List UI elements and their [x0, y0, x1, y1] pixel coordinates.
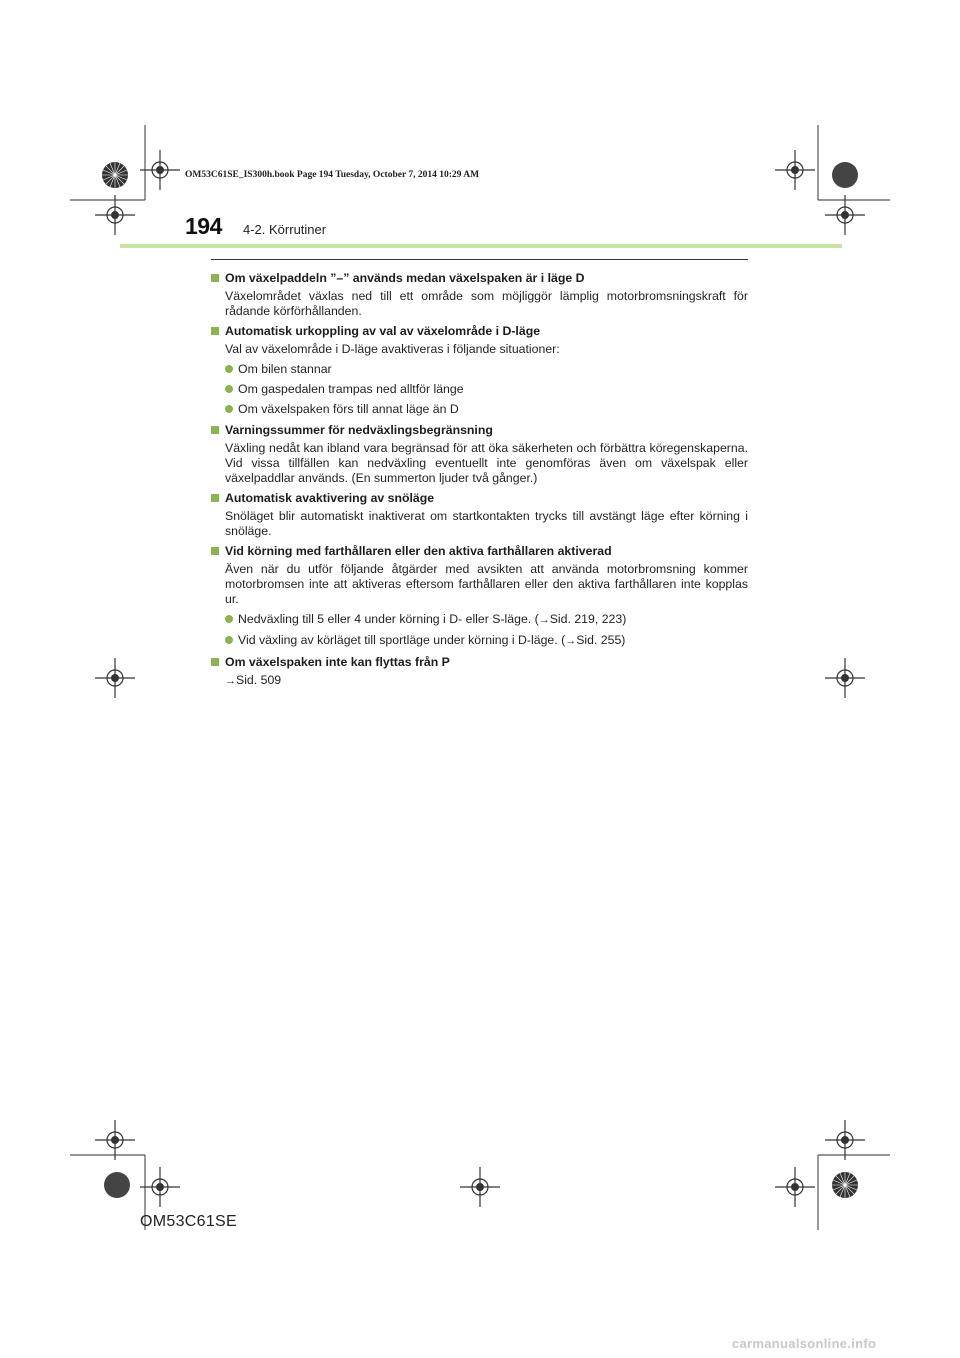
document-code: OM53C61SE	[140, 1213, 237, 1230]
section-heading: Vid körning med farthållaren eller den aktiva farthållaren aktiverad	[211, 542, 748, 560]
section-heading: Automatisk avaktivering av snöläge	[211, 489, 748, 507]
starburst-icon	[100, 160, 130, 190]
page-reference-link[interactable]: Sid. 219, 223)	[549, 612, 627, 626]
header-rule	[120, 244, 842, 248]
section-heading: Om växelspaken inte kan flyttas från P	[211, 653, 748, 671]
section-text: Snöläget blir automatiskt inaktiverat om startkontakten trycks till avstängt läge efter körning i snöläge.	[225, 509, 748, 538]
page-reference-link[interactable]: Sid. 255)	[576, 633, 626, 647]
section-title: 4-2. Körrutiner	[243, 222, 327, 237]
crosshair-icon	[775, 150, 815, 190]
section-text: Val av växelområde i D-läge avaktiveras i följande situationer:	[225, 342, 560, 356]
arrow-icon: →	[225, 675, 236, 687]
crosshair-icon	[95, 195, 135, 235]
crosshair-icon	[140, 1167, 180, 1207]
crosshair-icon	[825, 1120, 865, 1160]
square-bullet-icon	[211, 274, 219, 282]
arrow-icon: →	[538, 614, 550, 626]
section-item	[211, 322, 748, 418]
page-reference-link[interactable]: Sid. 509	[236, 673, 282, 687]
crosshair-icon	[460, 1167, 500, 1207]
section-item	[211, 269, 748, 319]
section-heading: Automatisk urkoppling av val av växelområde i D-läge	[211, 322, 748, 340]
square-bullet-icon	[211, 426, 219, 434]
crosshair-icon	[95, 1120, 135, 1160]
section-text: Växling nedåt kan ibland vara begränsad för att öka säkerheten och förbättra köregenskaperna. Vid vissa tillfällen kan nedväxling eventuellt inte genomföras även om växelspak eller växelpaddlar används. (En summerton ljuder två gånger.)	[225, 441, 748, 485]
square-bullet-icon	[211, 327, 219, 335]
list-item: Om gaspedalen trampas ned alltför länge	[211, 380, 748, 398]
section-item	[211, 653, 748, 690]
crosshair-icon	[775, 1167, 815, 1207]
content-rule	[211, 259, 748, 260]
page-number: 194	[185, 213, 222, 239]
dot-bullet-icon	[225, 365, 233, 373]
section-heading: Om växelpaddeln ”–” används medan växelspaken är i läge D	[211, 269, 748, 287]
section-heading: Varningssummer för nedväxlingsbegränsning	[211, 421, 748, 439]
crosshair-icon	[825, 658, 865, 698]
watermark: carmanualsonline.info	[732, 1336, 877, 1351]
crosshair-icon	[825, 195, 865, 235]
dot-bullet-icon	[225, 385, 233, 393]
content	[211, 266, 748, 690]
list-item: Vid växling av körläget till sportläge under körning i D-läge. (→Sid. 255)	[211, 631, 748, 650]
dot-bullet-icon	[225, 615, 233, 623]
crosshair-icon	[140, 150, 180, 190]
list-item: Om bilen stannar	[211, 360, 748, 378]
square-bullet-icon	[211, 494, 219, 502]
square-bullet-icon	[211, 658, 219, 666]
section-item	[211, 542, 748, 650]
dot-bullet-icon	[225, 405, 233, 413]
crosshair-icon	[95, 658, 135, 698]
section-item	[211, 421, 748, 486]
section-text: Även när du utför följande åtgärder med avsikten att använda motorbromsning kommer motorbromsen inte att aktiveras eftersom farthållaren eller den aktiva farthållaren inte kopplas ur.	[225, 562, 748, 606]
dark-circle-icon	[102, 1170, 132, 1200]
arrow-icon: →	[565, 635, 577, 647]
square-bullet-icon	[211, 547, 219, 555]
list-item: Om växelspaken förs till annat läge än D	[211, 400, 748, 418]
list-item: Nedväxling till 5 eller 4 under körning i D- eller S-läge. (→Sid. 219, 223)	[211, 610, 748, 629]
dark-circle-icon	[830, 160, 860, 190]
starburst-icon	[830, 1170, 860, 1200]
print-info: OM53C61SE_IS300h.book Page 194 Tuesday, October 7, 2014 10:29 AM	[185, 170, 480, 180]
section-reference	[211, 671, 748, 690]
section-text: Växelområdet växlas ned till ett område som möjliggör lämplig motorbromsningskraft för rådande körförhållanden.	[225, 289, 748, 318]
dot-bullet-icon	[225, 636, 233, 644]
section-item	[211, 489, 748, 539]
